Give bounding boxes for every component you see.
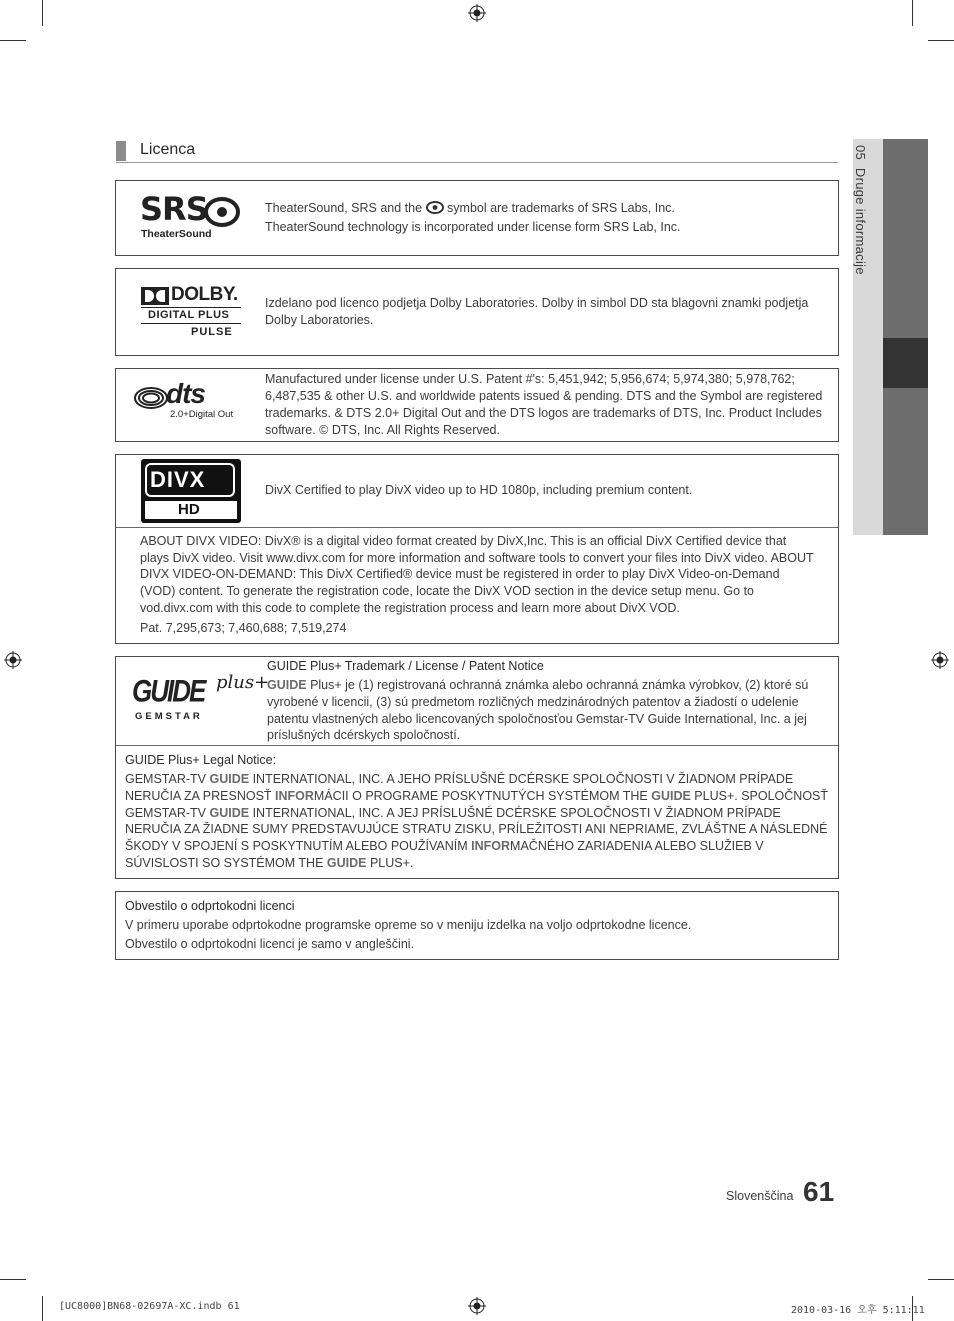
srs-circle-icon [204, 197, 240, 227]
guide-legal-title: GUIDE Plus+ Legal Notice: [125, 753, 277, 767]
legal-guide-word: GUIDE [209, 805, 250, 820]
crop-mark [928, 1279, 954, 1280]
opensource-line1: V primeru uporabe odprtokodne programske opreme so v meniju izdelka na voljo odprtokodne licence. [125, 918, 692, 932]
legal-part: INTERNATIONAL, INC. A JEHO PRÍSLUŠNÉ DCÉRSKE SPOLOČNOSTI V ŽIADNOM PRÍPADE NERUČIA ZA PRESNOSŤ [125, 772, 794, 803]
section-marker [116, 141, 126, 161]
legal-part: PLUS+. SPOLOČNOSŤ GEMSTAR-TV [125, 788, 829, 820]
legal-part: INTERNATIONAL, INC. A JEJ PRÍSLUŠNÉ DCÉRSKE SPOLOČNOSTI V ŽIADNOM PRÍPADE NERUČIA ZA ŽIADNE SUMY PREDSTAVUJÚCE STRATU ZISKU, PRÍLEŽITOSTI ANI NEPRIAME, ZVLÁŠTNE A NÁSLEDNÉ ŠKODY V SPOJENÍ S POSKYTNUTÍM ALEBO POUŽÍVANÍM [125, 805, 828, 854]
divx-text: DivX Certified to play DivX video up to HD 1080p, including premium content. [265, 483, 693, 497]
chapter-title: Druge informacije [853, 167, 868, 275]
srs-logo-text: SRS [140, 190, 208, 228]
divx-divider [116, 527, 838, 528]
dts-logo-sub: 2.0+Digital Out [170, 409, 234, 420]
guide-logo-plus: plus+ [216, 672, 270, 693]
dts-logo [134, 378, 238, 424]
crop-mark [42, 0, 43, 26]
legal-guide-word: GUIDE [651, 788, 691, 803]
page-number: 61 [803, 1176, 835, 1207]
footer-language: Slovenščina [726, 1189, 794, 1203]
srs-symbol-icon [426, 201, 444, 214]
registration-mark-icon [931, 651, 949, 669]
crop-mark [928, 40, 954, 41]
legal-part: PLUS+. [366, 855, 414, 870]
srs-logo-sub: TheaterSound [141, 228, 212, 240]
crop-mark [0, 1279, 26, 1280]
divx-logo-text: DIVX [150, 467, 206, 492]
dolby-logo [141, 286, 243, 340]
srs-text [265, 200, 825, 236]
dolby-logo-text: DOLBY. [171, 284, 238, 305]
crop-mark [912, 0, 913, 26]
dts-logo-text: dts [166, 378, 205, 409]
dolby-rule [141, 323, 241, 324]
guide-divider [116, 745, 838, 746]
guide-body [267, 677, 827, 744]
section-divider [116, 162, 838, 163]
chapter-label [853, 145, 868, 275]
srs-line2: TheaterSound technology is incorporated under license form SRS Lab, Inc. [265, 220, 681, 234]
chapter-number: 05 [853, 145, 868, 161]
divx-patents: Pat. 7,295,673; 7,460,688; 7,519,274 [140, 621, 347, 635]
legal-part: MÁCII O PROGRAME POSKYTNUTÝCH SYSTÉMOM THE [313, 788, 652, 803]
legal-infor-word: INFOR [471, 839, 511, 854]
opensource-line2: Obvestilo o odprtokodni licenci je samo v angleščini. [125, 937, 415, 951]
footer-date: 2010-03-16 오후 5:11:11 [791, 1305, 925, 1316]
dolby-logo-sub1: DIGITAL PLUS [148, 309, 230, 321]
dolby-logo-sub2: PULSE [191, 326, 233, 338]
guide-title: GUIDE Plus+ Trademark / License / Patent Notice [267, 659, 544, 673]
guide-legal-text [125, 771, 829, 872]
registration-mark-icon [4, 651, 22, 669]
legal-part: MAČNÉHO ZARIADENIA ALEBO SLUŽIEB V SÚVISLOSTI SO SYSTÉMOM THE [125, 839, 764, 870]
registration-mark-icon [468, 1297, 486, 1315]
legal-infor-word: INFOR [275, 788, 314, 803]
divx-logo-sub: HD [178, 501, 200, 518]
guide-body-text: Plus+ je (1) registrovaná ochranná známka alebo ochranná známka výrobkov, (2) ktoré sú vyrobené v licencii, (3) sú predmetom rozličných medzinárodných patentov a žiadostí o udelenie patentu vlastnených alebo licencovaných spoločnosťou Gemstar-TV Guide International, Inc. a jej príslušných dcérskych spoločností. [267, 678, 809, 743]
legal-guide-word: GUIDE [209, 772, 250, 786]
dolby-rule [141, 307, 241, 308]
crop-mark [42, 1296, 43, 1321]
divx-about: ABOUT DIVX VIDEO: DivX® is a digital video format created by DivX,Inc. This is an official DivX Certified device that plays DivX video. Visit www.divx.com for more information and software tools to convert your files into DivX video. ABOUT DIVX VIDEO-ON-DEMAND: This DivX Certified® device must be registered in order to play DivX Video-on-Demand (VOD) content. To generate the registration code, locate the DivX VOD section in the device setup menu. Go to vod.divx.com with this code to complete the registration process and learn more about DivX VOD. [140, 534, 814, 615]
opensource-title: Obvestilo o odprtokodni licenci [125, 899, 295, 913]
divx-logo [141, 459, 241, 523]
guide-plus-logo [132, 672, 270, 724]
chapter-tab-active [883, 338, 928, 388]
registration-mark-icon [468, 4, 486, 22]
guide-word: GUIDE [267, 678, 307, 692]
footer-file-info: [UC8000]BN68-02697A-XC.indb 61 [59, 1301, 240, 1312]
guide-logo-text: GUIDE [132, 672, 205, 709]
dolby-dd-icon [141, 287, 169, 305]
dolby-text: Izdelano pod licenco podjetja Dolby Laboratories. Dolby in simbol DD sta blagovni znamki podjetja Dolby Laboratories. [265, 296, 809, 327]
guide-logo-sub: GEMSTAR [135, 711, 203, 722]
legal-guide-word: GUIDE [326, 855, 367, 870]
chapter-tab-dark [883, 139, 928, 535]
srs-logo [140, 190, 242, 240]
section-title: Licenca [140, 141, 196, 158]
dts-disc-icon [134, 387, 168, 409]
dts-text: Manufactured under license under U.S. Patent #'s: 5,451,942; 5,956,674; 5,974,380; 5,978,762; 6,487,535 & other U.S. and worldwide patents issued & pending. DTS and the Symbol are registered trademarks. & DTS 2.0+ Digital Out and the DTS logos are trademarks of DTS, Inc. Product Includes software. © DTS, Inc. All Rights Reserved. [265, 372, 823, 437]
srs-line1-post: symbol are trademarks of SRS Labs, Inc. [447, 201, 675, 215]
legal-part: GEMSTAR-TV [125, 772, 210, 786]
srs-line1-pre: TheaterSound, SRS and the [265, 201, 423, 215]
crop-mark [0, 40, 26, 41]
